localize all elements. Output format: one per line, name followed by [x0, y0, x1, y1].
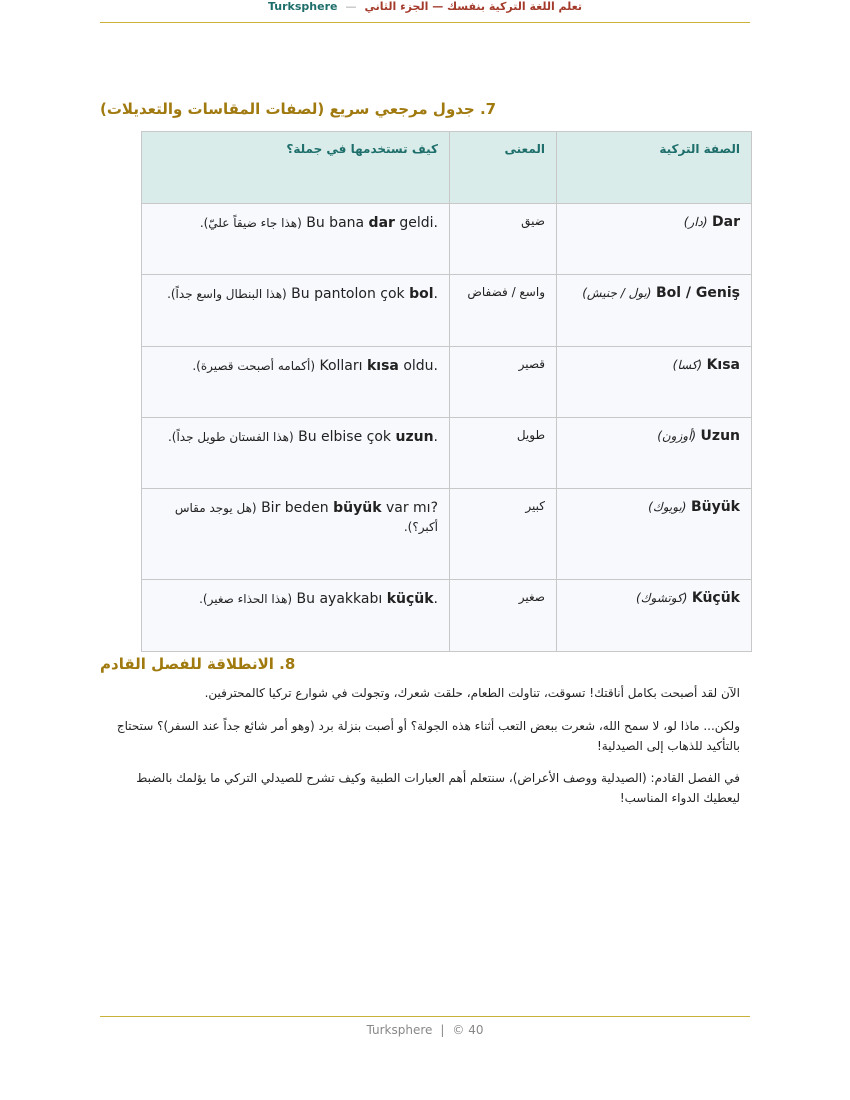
header-meaning: المعنى	[450, 132, 557, 204]
usage-cell	[142, 418, 450, 489]
example-text: var mı?	[381, 500, 438, 516]
usage-cell	[142, 204, 450, 275]
meaning-cell: ضيق	[450, 204, 557, 275]
size-adjectives-table	[141, 131, 752, 652]
example-text: .	[433, 591, 438, 607]
adjective-cell	[557, 347, 752, 418]
example-keyword: bol	[409, 286, 434, 302]
turkish-adjective: Dar	[712, 214, 740, 230]
usage-cell	[142, 580, 450, 652]
meaning-cell: كبير	[450, 489, 557, 580]
usage-cell	[142, 489, 450, 580]
example-text: Bu pantolon çok	[291, 286, 410, 302]
example-keyword: uzun	[395, 429, 434, 445]
header-separator: —	[345, 0, 357, 13]
arabic-translation: (هذا البنطال واسع جداً).	[167, 287, 287, 301]
example-keyword: büyük	[333, 500, 382, 516]
adjective-cell	[557, 489, 752, 580]
adjective-pronunciation: (كوتشوك)	[635, 591, 688, 605]
table-row	[142, 580, 752, 652]
arabic-translation: (هذا جاء ضيقاً عليّ).	[199, 216, 302, 230]
arabic-translation: (هذا الحذاء صغير).	[199, 592, 293, 606]
example-text: Bu elbise çok	[298, 429, 396, 445]
next-chapter-paragraph: الآن لقد أصبحت بكامل أناقتك! تسوقت، تناولت الطعام، حلقت شعرك، وتجولت في شوارع تركيا كالمحترفين.	[204, 686, 740, 700]
adjective-cell	[557, 275, 752, 347]
turkish-example	[291, 286, 438, 302]
adjective-cell	[557, 418, 752, 489]
turkish-adjective: Büyük	[690, 499, 740, 515]
table-row	[142, 489, 752, 580]
turkish-adjective: Uzun	[700, 428, 740, 444]
meaning-cell: قصير	[450, 347, 557, 418]
adjective-pronunciation: (أوزون)	[657, 429, 697, 443]
example-text: oldu.	[398, 358, 438, 374]
example-keyword: dar	[368, 215, 395, 231]
meaning-cell: طويل	[450, 418, 557, 489]
adjective-cell	[557, 580, 752, 652]
arabic-translation: (هل يوجد مقاس أكبر؟).	[174, 501, 438, 534]
next-chapter-paragraph: ولكن... ماذا لو، لا سمح الله، شعرت ببعض التعب أثناء هذه الجولة؟ أو أصبت بنزلة برد (وهو أمر شائع جداً عند السفر)؟ ستحتاج بالتأكيد للذهاب إلى الصيدلية!	[116, 719, 740, 753]
turkish-example	[319, 358, 438, 374]
example-text: Kolları	[319, 358, 367, 374]
page-header	[100, 0, 750, 23]
turkish-adjective: Kısa	[706, 357, 740, 373]
example-text: Bu ayakkabı	[296, 591, 387, 607]
header-usage: كيف تستخدمها في جملة؟	[142, 132, 450, 204]
example-text: .	[433, 429, 438, 445]
section-8-heading: 8. الانطلاقة للفصل القادم	[100, 655, 296, 673]
turkish-example	[306, 215, 438, 231]
header-adjective: الصفة التركية	[557, 132, 752, 204]
turkish-adjective: Bol / Geniş	[655, 285, 740, 301]
adjective-pronunciation: (بويوك)	[648, 500, 687, 514]
arabic-translation: (أكمامه أصبحت قصيرة).	[192, 359, 316, 373]
meaning-cell: واسع / فضفاض	[450, 275, 557, 347]
arabic-translation: (هذا الفستان طويل جداً).	[167, 430, 294, 444]
adjective-cell	[557, 204, 752, 275]
table-row	[142, 204, 752, 275]
header-subtitle: تعلم اللغة التركية بنفسك — الجزء الثاني	[364, 0, 582, 13]
adjective-pronunciation: (دار)	[683, 215, 708, 229]
turkish-example	[297, 591, 438, 607]
table-row	[142, 275, 752, 347]
header-brand: Turksphere	[267, 0, 338, 13]
example-keyword: küçük	[386, 591, 434, 607]
table-row	[142, 347, 752, 418]
next-chapter-paragraph: في الفصل القادم: (الصيدلية ووصف الأعراض)، سنتعلم أهم العبارات الطبية وكيف تشرح للصيدلي التركي ما يؤلمك بالضبط ليعطيك الدواء المناسب!	[136, 771, 740, 805]
page-number: © 40	[452, 1023, 484, 1037]
section-7-heading: 7. جدول مرجعي سريع (لصفات المقاسات والتعديلات)	[100, 100, 497, 118]
turkish-example	[298, 429, 438, 445]
table-row	[142, 418, 752, 489]
example-text: Bu bana	[306, 215, 369, 231]
table-header-row	[142, 132, 752, 204]
adjective-pronunciation: (بول / جنيش)	[582, 286, 652, 300]
turkish-example	[261, 500, 438, 516]
footer-brand: Turksphere	[366, 1023, 433, 1037]
usage-cell	[142, 347, 450, 418]
example-text: .	[433, 286, 438, 302]
turkish-adjective: Küçük	[691, 590, 740, 606]
example-text: Bir beden	[261, 500, 334, 516]
meaning-cell: صغير	[450, 580, 557, 652]
usage-cell	[142, 275, 450, 347]
example-text: geldi.	[394, 215, 438, 231]
page-footer	[100, 1016, 750, 1037]
example-keyword: kısa	[366, 358, 399, 374]
footer-separator: |	[440, 1023, 445, 1037]
adjective-pronunciation: (كسا)	[672, 358, 703, 372]
